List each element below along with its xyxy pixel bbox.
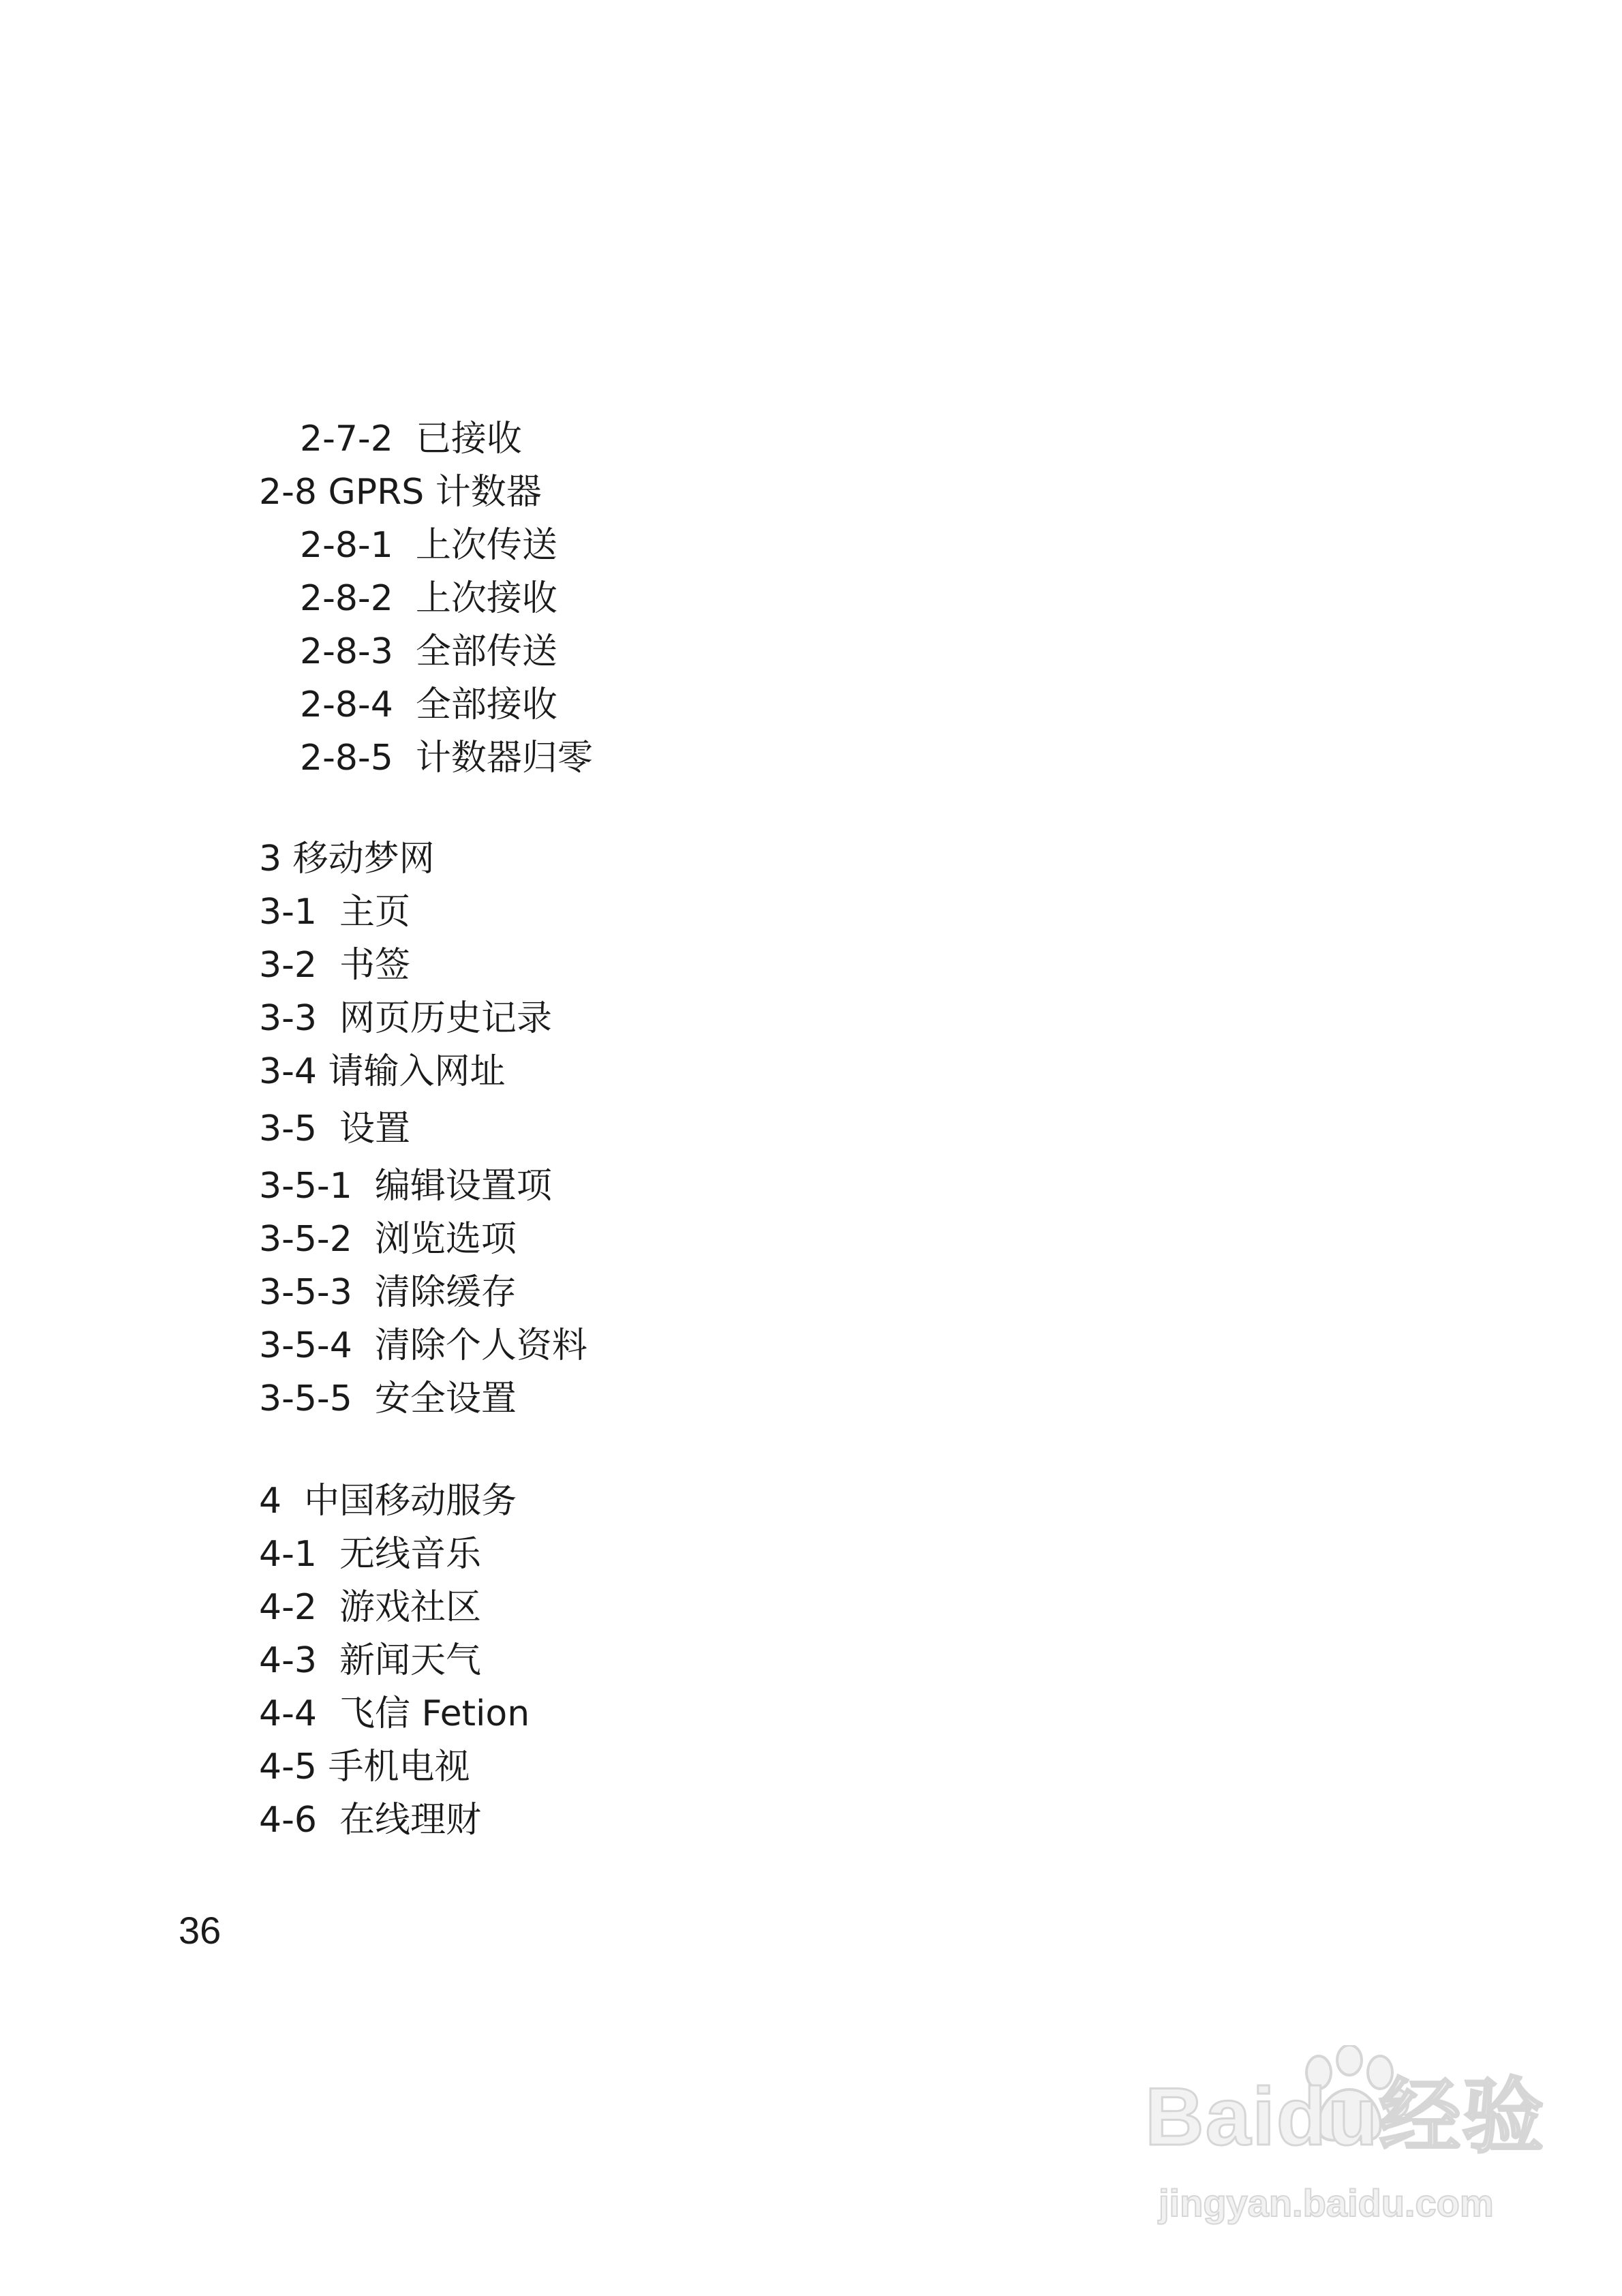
menu-line: 4-5 手机电视 (259, 1747, 470, 1787)
menu-line: 3-5 设置 (259, 1108, 410, 1149)
menu-line: 2-8-5 计数器归零 (300, 738, 593, 779)
menu-line: 2-8 GPRS 计数器 (259, 472, 542, 513)
menu-line: 2-8-3 全部传送 (300, 631, 557, 672)
menu-line: 4 中国移动服务 (259, 1481, 517, 1522)
menu-line: 4-6 在线理财 (259, 1800, 481, 1841)
menu-line: 3-5-4 清除个人资料 (259, 1325, 587, 1366)
menu-line: 4-1 无线音乐 (259, 1534, 481, 1575)
menu-line: 3-5-1 编辑设置项 (259, 1166, 552, 1207)
menu-line: 4-3 新闻天气 (259, 1640, 481, 1681)
menu-line: 2-7-2 已接收 (300, 419, 522, 459)
watermark-logo-text: Baidu经验 (1145, 2071, 1546, 2162)
page-number: 36 (179, 1909, 221, 1952)
menu-line: 2-8-1 上次传送 (300, 525, 557, 566)
menu-line: 2-8-4 全部接收 (300, 684, 557, 725)
menu-line: 3-2 书签 (259, 945, 410, 986)
menu-line: 2-8-2 上次接收 (300, 578, 557, 619)
menu-line: 3-5-2 浏览选项 (259, 1219, 517, 1260)
baidu-watermark (1145, 2045, 1567, 2250)
menu-line: 3-1 主页 (259, 892, 410, 933)
menu-line: 3-3 网页历史记录 (259, 998, 552, 1039)
watermark-url: jingyan.baidu.com (1159, 2181, 1494, 2224)
menu-line: 3-4 请输入网址 (259, 1051, 506, 1092)
menu-line: 3-5-3 清除缓存 (259, 1272, 517, 1313)
menu-line: 4-2 游戏社区 (259, 1587, 481, 1628)
menu-line: 4-4 飞信 Fetion (259, 1693, 530, 1734)
menu-line: 3-5-5 安全设置 (259, 1378, 517, 1419)
menu-line: 3 移动梦网 (259, 839, 435, 879)
